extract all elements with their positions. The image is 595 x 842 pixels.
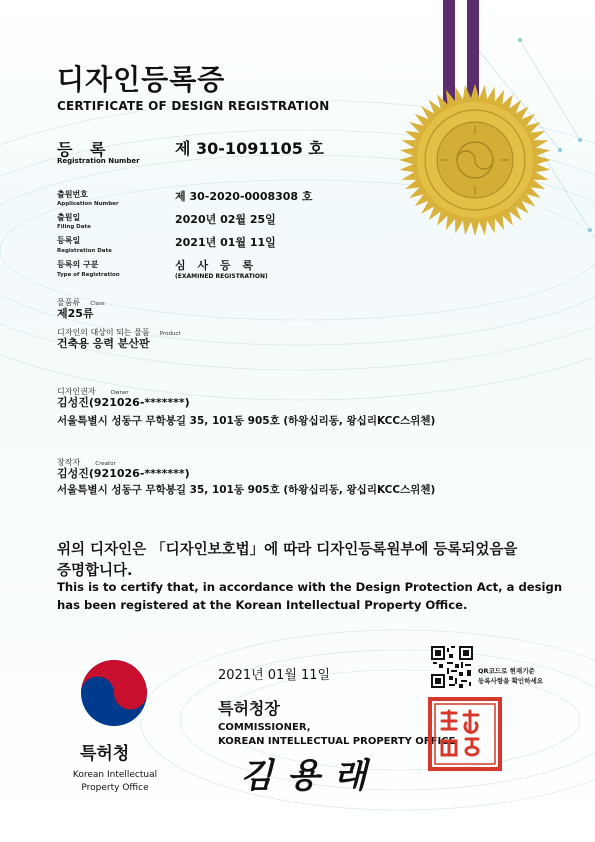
type-value: 심 사 등 록 (175, 259, 257, 272)
application-label: 출원번호 (57, 190, 88, 199)
official-stamp-icon (428, 697, 502, 771)
owner-address: 서울특별시 성동구 무학봉길 35, 101동 905호 (하왕십리동, 왕십리KCC스위첸) (57, 415, 436, 427)
class-value: 제25류 (57, 307, 94, 320)
product-label: 디자인의 대상이 되는 물품 (57, 328, 150, 337)
product-sublabel: Product (159, 331, 181, 337)
statement-korean-line1: 위의 디자인은 「디자인보호법」에 따라 디자인등록원부에 등록되었음을 (57, 542, 518, 558)
qr-caption-line1: QR코드로 현재기준 (478, 667, 535, 675)
certificate-title-english: CERTIFICATE OF DESIGN REGISTRATION (57, 99, 330, 113)
commissioner-korean: 특허청장 (218, 699, 280, 718)
filing-date: 2020년 02월 25일 (175, 213, 276, 226)
filing-sublabel: Filing Date (57, 224, 91, 230)
creator-sublabel: Creator (95, 461, 116, 467)
logo-english-line1: Korean Intellectual (72, 770, 158, 780)
creator-address: 서울특별시 성동구 무학봉길 35, 101동 905호 (하왕십리동, 왕십리KCC스위첸) (57, 484, 436, 496)
type-sublabel: Type of Registration (57, 272, 120, 278)
certificate-title: 디자인등록증 (57, 63, 226, 96)
commissioner-english-line2: KOREAN INTELLECTUAL PROPERTY OFFICE (218, 736, 456, 747)
application-number: 제 30-2020-0008308 호 (175, 190, 313, 203)
owner-name: 김성진(921026-*******) (57, 396, 190, 409)
logo-korean: 특허청 (80, 744, 130, 764)
registration-date-label: 등록일 (57, 236, 81, 245)
class-label: 물품류 (57, 298, 81, 307)
creator-label: 창작자 (57, 458, 81, 467)
statement-english-line1: This is to certify that, in accordance with the Design Protection Act, a design (57, 580, 563, 594)
issue-date: 2021년 01월 11일 (218, 668, 331, 683)
qr-code-icon (431, 646, 473, 688)
registration-label: 등 록 (57, 140, 112, 159)
registration-date: 2021년 01월 11일 (175, 236, 276, 249)
owner-label: 디자인권자 (57, 387, 96, 396)
type-label: 등록의 구분 (57, 260, 99, 269)
type-value-english: (EXAMINED REGISTRATION) (175, 273, 268, 280)
statement-english-line2: has been registered at the Korean Intellectual Property Office. (57, 598, 468, 612)
gold-seal-icon (395, 80, 555, 240)
statement-korean-line2: 증명합니다. (57, 563, 133, 579)
class-sublabel: Class (90, 301, 105, 307)
logo-english-line2: Property Office (81, 783, 149, 793)
commissioner-english-line1: COMMISSIONER, (218, 722, 311, 733)
kipo-logo-icon (78, 657, 150, 729)
statement-english (57, 578, 562, 614)
registration-date-sublabel: Registration Date (57, 248, 112, 254)
registration-number: 제 30-1091105 호 (175, 139, 324, 158)
creator-name: 김성진(921026-*******) (57, 467, 190, 480)
registration-sublabel: Registration Number (57, 157, 140, 165)
qr-caption-line2: 등록사항을 확인하세요 (478, 677, 544, 685)
filing-label: 출원일 (57, 213, 81, 222)
product-value: 건축용 응력 분산판 (57, 337, 150, 350)
application-sublabel: Application Number (57, 201, 119, 207)
commissioner-signature: 김용래 (240, 756, 381, 796)
owner-sublabel: Owner (110, 390, 129, 396)
statement-korean (57, 540, 517, 582)
